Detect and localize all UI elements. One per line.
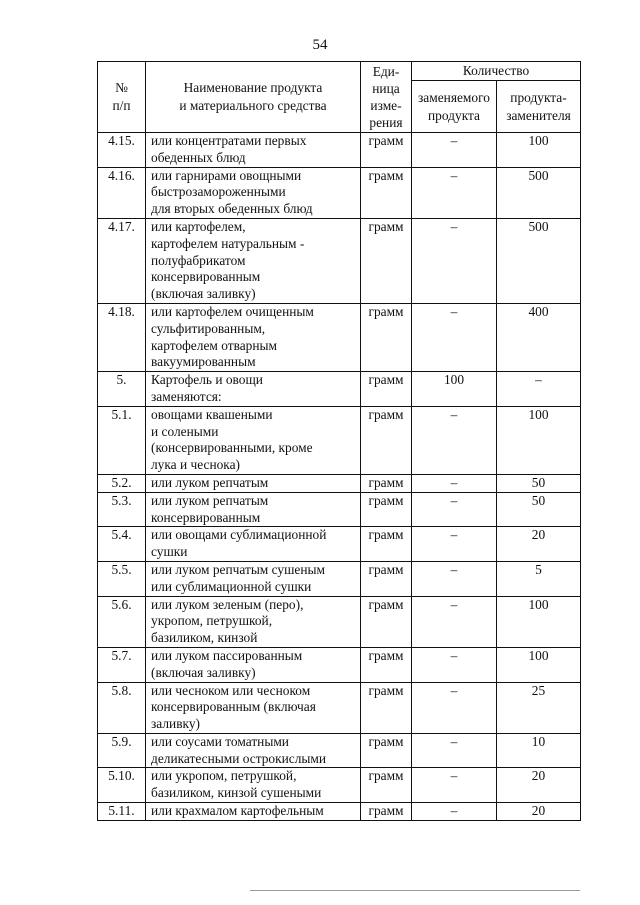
table-row [98,596,581,647]
row-substitute-qty: 5 [497,561,581,596]
row-number: 5.7. [98,647,146,682]
row-product-name: или концентратами первых обеденных блюд [146,133,361,168]
row-substitute-qty: 50 [497,492,581,527]
row-unit: грамм [361,803,412,821]
row-substitute-qty: 400 [497,303,581,371]
row-number: 4.18. [98,303,146,371]
table-row [98,406,581,474]
table-header [98,62,581,133]
row-substitute-qty: – [497,372,581,407]
row-number: 5.9. [98,733,146,768]
table-row [98,474,581,492]
row-replaced-qty: – [412,561,497,596]
table-row [98,372,581,407]
row-substitute-qty: 20 [497,527,581,562]
row-number: 5.6. [98,596,146,647]
header-num: № п/п [98,62,146,133]
row-replaced-qty: – [412,133,497,168]
table-row [98,733,581,768]
row-product-name: или соусами томатными деликатесными острокислыми [146,733,361,768]
header-unit: Еди- ница изме- рения [361,62,412,133]
row-substitute-qty: 50 [497,474,581,492]
row-unit: грамм [361,768,412,803]
row-replaced-qty: 100 [412,372,497,407]
row-unit: грамм [361,474,412,492]
row-number: 5.4. [98,527,146,562]
row-replaced-qty: – [412,768,497,803]
row-unit: грамм [361,647,412,682]
row-replaced-qty: – [412,303,497,371]
row-number: 5.2. [98,474,146,492]
row-replaced-qty: – [412,647,497,682]
row-number: 5.3. [98,492,146,527]
row-number: 5.1. [98,406,146,474]
row-substitute-qty: 20 [497,768,581,803]
row-number: 5. [98,372,146,407]
row-unit: грамм [361,406,412,474]
row-replaced-qty: – [412,406,497,474]
table-row [98,682,581,733]
row-replaced-qty: – [412,474,497,492]
row-product-name: или укропом, петрушкой, базиликом, кинзой сушеными [146,768,361,803]
page-edge-line [250,890,580,891]
row-product-name: или гарнирами овощными быстрозамороженными для вторых обеденных блюд [146,167,361,218]
row-product-name: овощами квашеными и солеными (консервированными, кроме лука и чеснока) [146,406,361,474]
row-unit: грамм [361,682,412,733]
header-name: Наименование продукта и материального средства [146,62,361,133]
row-substitute-qty: 100 [497,406,581,474]
table-row [98,803,581,821]
row-substitute-qty: 100 [497,133,581,168]
table-row [98,647,581,682]
table-row [98,303,581,371]
row-substitute-qty: 25 [497,682,581,733]
row-unit: грамм [361,133,412,168]
row-number: 5.10. [98,768,146,803]
row-unit: грамм [361,527,412,562]
row-number: 4.17. [98,218,146,303]
row-product-name: Картофель и овощи заменяются: [146,372,361,407]
row-substitute-qty: 100 [497,647,581,682]
row-unit: грамм [361,218,412,303]
row-replaced-qty: – [412,596,497,647]
row-product-name: или луком репчатым сушеным или сублимационной сушки [146,561,361,596]
row-replaced-qty: – [412,218,497,303]
table-row [98,561,581,596]
row-replaced-qty: – [412,527,497,562]
header-replaced: заменяемого продукта [412,81,497,133]
row-product-name: или картофелем, картофелем натуральным - полуфабрикатом консервированным (включая заливку) [146,218,361,303]
row-product-name: или крахмалом картофельным [146,803,361,821]
page-number: 54 [312,37,328,53]
row-unit: грамм [361,561,412,596]
row-replaced-qty: – [412,682,497,733]
row-product-name: или овощами сублимационной сушки [146,527,361,562]
row-number: 5.11. [98,803,146,821]
row-number: 5.8. [98,682,146,733]
row-product-name: или картофелем очищенным сульфитированным, картофелем отварным вакуумированным [146,303,361,371]
row-substitute-qty: 500 [497,218,581,303]
row-replaced-qty: – [412,803,497,821]
header-substitute: продукта- заменителя [497,81,581,133]
row-product-name: или чесноком или чесноком консервированным (включая заливку) [146,682,361,733]
row-number: 4.16. [98,167,146,218]
row-unit: грамм [361,733,412,768]
table-row [98,133,581,168]
row-replaced-qty: – [412,733,497,768]
row-unit: грамм [361,492,412,527]
row-product-name: или луком репчатым консервированным [146,492,361,527]
row-number: 5.5. [98,561,146,596]
substitution-table [97,61,581,821]
row-replaced-qty: – [412,492,497,527]
table-row [98,768,581,803]
row-replaced-qty: – [412,167,497,218]
row-substitute-qty: 10 [497,733,581,768]
row-substitute-qty: 20 [497,803,581,821]
table-row [98,167,581,218]
table-row [98,492,581,527]
row-unit: грамм [361,303,412,371]
row-number: 4.15. [98,133,146,168]
row-unit: грамм [361,372,412,407]
header-quantity: Количество [412,62,581,81]
row-product-name: или луком зеленым (перо), укропом, петрушкой, базиликом, кинзой [146,596,361,647]
table-body [98,133,581,821]
table-row [98,218,581,303]
row-substitute-qty: 500 [497,167,581,218]
row-substitute-qty: 100 [497,596,581,647]
row-unit: грамм [361,596,412,647]
row-unit: грамм [361,167,412,218]
row-product-name: или луком репчатым [146,474,361,492]
table-row [98,527,581,562]
row-product-name: или луком пассированным (включая заливку) [146,647,361,682]
